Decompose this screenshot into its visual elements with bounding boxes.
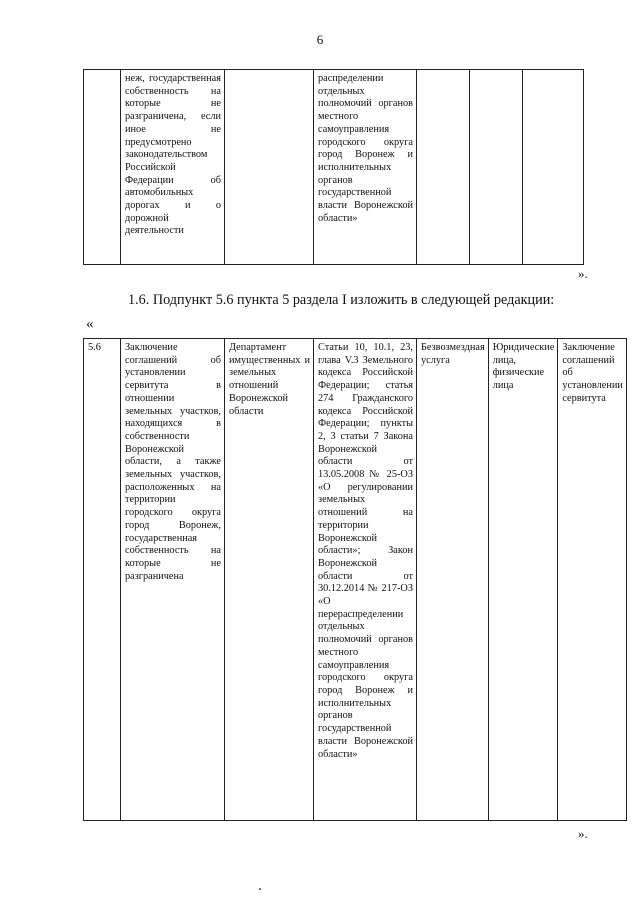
opening-quote: « — [86, 316, 94, 332]
cell-department — [225, 70, 314, 265]
cell-service: нeж, государственная собственность на которые не разграничена, если иное не предусмотрено законодательством Российской Федерации об автомобильных дорогах и о дорожной деятельности — [121, 70, 225, 265]
cell-result: Заключение соглашений об установлении сервитута — [558, 339, 627, 821]
cell-recipients: Юридические лица, физические лица — [488, 339, 558, 821]
cell-number — [84, 70, 121, 265]
table-row — [84, 339, 627, 821]
cell-payment: Безвозмездная услуга — [417, 339, 489, 821]
continued-table — [83, 69, 584, 265]
amendment-heading: 1.6. Подпункт 5.6 пункта 5 раздела I изложить в следующей редакции: — [128, 292, 555, 308]
cell-legal-basis: Статьи 10, 10.1, 23, глава V.3 Земельного кодекса Российской Федерации; статья 274 Гражданского кодекса Российской Федерации; пункты 2, 3 статьи 7 Закона Воронежской области от 13.05.2008 № 25-ОЗ «О регулировании земельных отношений на территории Воронежской области»; Закон Воронежской области от 30.12.2014 № 217-ОЗ «О перераспределении отдельных полномочий органов местного самоуправления городского округа город Воронеж и исполнительных органов государственной власти Воронежской области» — [314, 339, 417, 821]
cell-number: 5.6 — [84, 339, 121, 821]
services-table — [83, 338, 627, 821]
cell-legal-basis: распределении отдельных полномочий органов местного самоуправления городского округа город Воронеж и исполнительных органов государственной власти Воронежской области» — [314, 70, 417, 265]
cell-service: Заключение соглашений об установлении сервитута в отношении земельных участков, находящихся в собственности Воронежской области, а также земельных участков, расположенных на территории городского округа город Воронеж, государственная собственность на которые не разграничена — [121, 339, 225, 821]
closing-quote: ». — [578, 266, 588, 281]
cell-result — [523, 70, 584, 265]
scan-dot — [259, 888, 261, 890]
cell-recipients — [470, 70, 523, 265]
table-row — [84, 70, 584, 265]
closing-quote: ». — [578, 826, 588, 841]
cell-payment — [417, 70, 470, 265]
cell-department: Департамент имущественных и земельных отношений Воронежской области — [225, 339, 314, 821]
page-number: 6 — [316, 32, 324, 47]
